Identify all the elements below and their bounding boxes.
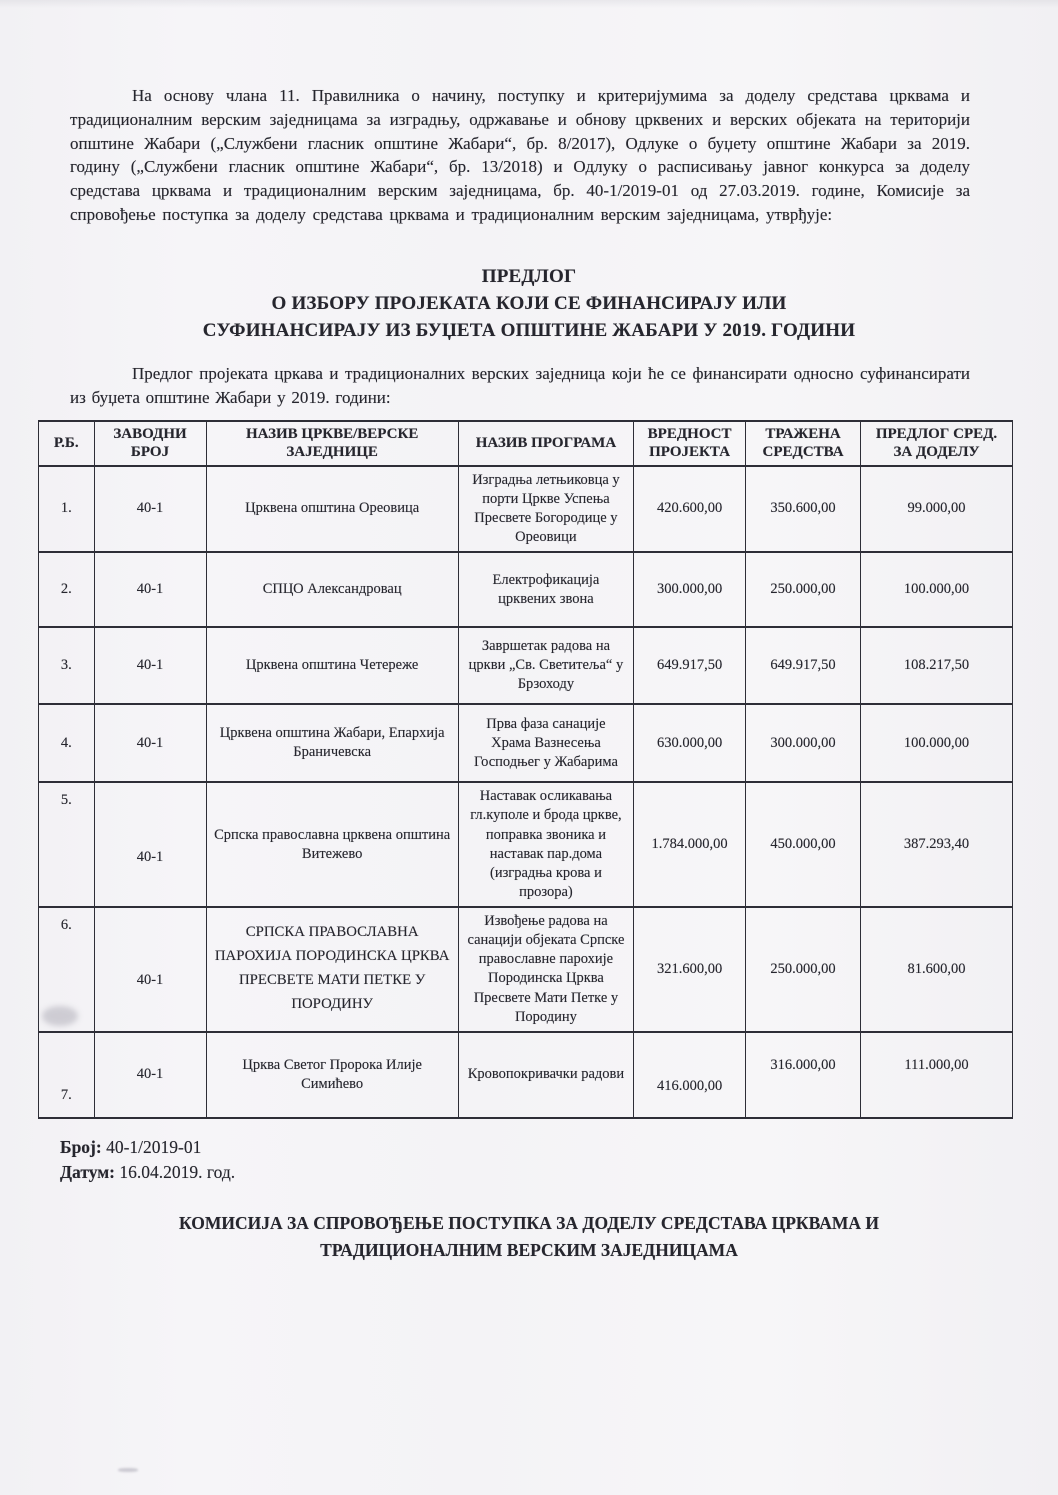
table-cell: 1.784.000,00 [634,782,746,907]
scan-smudge [42,1006,78,1026]
table-cell: Кровопокривачки радови [458,1032,633,1118]
doc-title-line-2: О ИЗБОРУ ПРОЈЕКАТА КОЈИ СЕ ФИНАНСИРАЈУ ИЛИ [271,292,787,314]
table-cell: 387.293,40 [861,782,1013,907]
table-header-cell: ПРЕДЛОГ СРЕД. ЗА ДОДЕЛУ [861,421,1013,466]
table-row [39,782,1013,907]
table-cell: 40-1 [94,782,206,907]
table-cell: Прва фаза санације Храма Вазнесења Господњег у Жабарима [458,704,633,782]
table-row [39,627,1013,704]
table-cell: Изградња летњиковца у порти Цркве Успења Пресвете Богородице у Ореовици [458,466,633,553]
table-cell: Електрофикација црквених звона [458,552,633,627]
table-cell: 5. [39,782,95,907]
table-cell: 2. [39,552,95,627]
table-header-cell: ТРАЖЕНА СРЕДСТВА [746,421,861,466]
doc-date-value: 16.04.2019. год. [119,1162,236,1183]
table-cell: 40-1 [94,704,206,782]
table-cell: 100.000,00 [861,704,1013,782]
table-row [39,466,1013,553]
table-row [39,907,1013,1032]
committee-line-2: ТРАДИЦИОНАЛНИМ ВЕРСКИМ ЗАЈЕДНИЦАМА [320,1239,738,1260]
table-cell: 1. [39,466,95,553]
table-cell: 649.917,50 [746,627,861,704]
table-cell: Црква Светог Пророка Илије Симићево [206,1032,458,1118]
table-cell: 250.000,00 [746,552,861,627]
projects-table-body [39,466,1013,1118]
table-row [39,1032,1013,1118]
table-cell: 450.000,00 [746,782,861,907]
table-cell: Црквена општина Жабари, Епархија Браничевска [206,704,458,782]
table-row [39,704,1013,782]
table-header-cell: НАЗИВ ПРОГРАМА [458,421,633,466]
table-cell: Завршетак радова на цркви „Св. Светитеља“ у Брзоходу [458,627,633,704]
table-cell: 40-1 [94,627,206,704]
table-cell: 40-1 [94,907,206,1032]
doc-date-line [60,1160,1058,1186]
doc-title-line-3: СУФИНАНСИРАЈУ ИЗ БУЏЕТА ОПШТИНЕ ЖАБАРИ У 2019. ГОДИНИ [202,319,856,341]
projects-table-wrap [38,420,1013,1119]
projects-table [38,420,1013,1119]
table-cell: Наставак осликавања гл.куполе и брода цркве, поправка звоника и наставак пар.дома (изградња крова и прозора) [458,782,633,907]
table-cell: 321.600,00 [634,907,746,1032]
table-cell: 3. [39,627,95,704]
table-cell: 100.000,00 [861,552,1013,627]
table-cell: 350.600,00 [746,466,861,553]
doc-number-line [60,1135,1058,1161]
table-header-cell: Р.Б. [39,421,95,466]
table-cell: 6. [39,907,95,1032]
lead-paragraph: Предлог пројеката цркава и традиционалних верских заједница који ће се финансирати односно суфинансирати из буџета општине Жабари у 2019. години: [70,363,970,407]
table-cell: Српска православна црквена општина Витежево [206,782,458,907]
table-cell: СПЦО Александровац [206,552,458,627]
committee-line-1: КОМИСИЈА ЗА СПРОВОЂЕЊЕ ПОСТУПКА ЗА ДОДЕЛУ СРЕДСТАВА ЦРКВАМА И [179,1212,879,1233]
doc-title-line-1: ПРЕДЛОГ [481,265,577,287]
table-header-cell: НАЗИВ ЦРКВЕ/ВЕРСКЕ ЗАЈЕДНИЦЕ [206,421,458,466]
table-cell: 40-1 [94,466,206,553]
intro-paragraph: На основу члана 11. Правилника о начину, поступку и критеријумима за доделу средстава црквама и традиционалним верским заједницама за изградњу, одржавање и обнову црквених и верских објеката на територији општине Жабари („Службени гласник општине Жабари“, бр. 8/2017), Одлуке о буџету општине Жабари за 2019. годину („Службени гласник општине Жабари“, бр. 13/2018) и Одлуку о расписивању јавног конкурса за доделу средстава црквама и традиционалним верским заједницама, бр. 40-1/2019-01 од 27.03.2019. године, Комисије за спровођење поступка за доделу средстава црквама и традиционалним верским заједницама, утврђује: [70,86,970,224]
doc-meta [60,1135,1058,1186]
doc-number-value: 40-1/2019-01 [106,1136,202,1157]
table-cell: 250.000,00 [746,907,861,1032]
table-cell: 4. [39,704,95,782]
doc-date-label: Датум: [60,1162,115,1183]
table-cell: 108.217,50 [861,627,1013,704]
table-cell: 300.000,00 [634,552,746,627]
table-cell: 40-1 [94,1032,206,1118]
table-cell: Црквена општина Четереже [206,627,458,704]
table-cell: 99.000,00 [861,466,1013,553]
table-cell: 7. [39,1032,95,1118]
table-header-cell: ВРЕДНОСТ ПРОЈЕКТА [634,421,746,466]
table-cell: 316.000,00 [746,1032,861,1118]
scan-smudge [118,1468,138,1472]
table-cell: 40-1 [94,552,206,627]
table-header-row [39,421,1013,466]
table-cell: 111.000,00 [861,1032,1013,1118]
table-cell: 649.917,50 [634,627,746,704]
table-cell: 420.600,00 [634,466,746,553]
table-cell: Црквена општина Ореовица [206,466,458,553]
table-cell: 300.000,00 [746,704,861,782]
table-cell: Извођење радова на санацији објеката Српске православне парохије Породинска Црква Пресвете Мати Петке у Породину [458,907,633,1032]
table-cell: 81.600,00 [861,907,1013,1032]
table-cell: СРПСКА ПРАВОСЛАВНА ПАРОХИЈА ПОРОДИНСКА ЦРКВА ПРЕСВЕТЕ МАТИ ПЕТКЕ У ПОРОДИНУ [206,907,458,1032]
table-cell: 630.000,00 [634,704,746,782]
table-cell: 416.000,00 [634,1032,746,1118]
table-row [39,552,1013,627]
doc-number-label: Број: [60,1136,102,1157]
committee-heading [0,1210,1058,1264]
doc-title [0,263,1058,344]
table-header-cell: ЗАВОДНИ БРОЈ [94,421,206,466]
